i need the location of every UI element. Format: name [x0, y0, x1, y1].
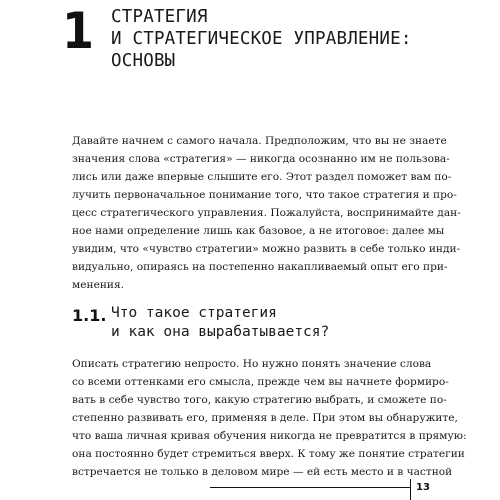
- text-line: значения слова «стратегия» — никогда осознанно им не пользова-: [72, 153, 450, 165]
- text-line: Описать стратегию непросто. Но нужно понять значение слова: [72, 358, 432, 370]
- page-number: 13: [416, 482, 430, 493]
- text-line: вать в себе чувство того, какую стратегию выбрать, и сможете по-: [72, 394, 447, 406]
- text-line: менения.: [72, 279, 125, 291]
- section-title-line: и как она вырабатывается?: [111, 324, 330, 340]
- section-title: [111, 304, 431, 342]
- chapter-number: 1: [62, 2, 95, 60]
- text-line: она постоянно будет стремиться вверх. К тому же понятие стратегии: [72, 448, 465, 460]
- footer-rule: [210, 487, 410, 488]
- text-line: степенно развивать его, применяя в деле. При этом вы обнаружите,: [72, 412, 458, 424]
- chapter-title-line: СТРАТЕГИЯ: [111, 7, 208, 27]
- section-number: 1.1.: [72, 306, 107, 325]
- text-line: что ваша личная кривая обучения никогда не превратится в прямую:: [72, 430, 467, 442]
- text-line: цесс стратегического управления. Пожалуйста, воспринимайте дан-: [72, 207, 461, 219]
- text-line: ное нами определение лишь как базовое, а не итоговое: далее мы: [72, 225, 445, 237]
- chapter-title-line: И СТРАТЕГИЧЕСКОЕ УПРАВЛЕНИЕ:: [111, 29, 412, 49]
- text-line: лись или даже впервые слышите его. Этот раздел поможет вам по-: [72, 171, 452, 183]
- chapter-title-line: ОСНОВЫ: [111, 51, 176, 71]
- section-paragraph: [72, 355, 467, 481]
- text-line: увидим, что «чувство стратегии» можно развить в себе только инди-: [72, 243, 461, 255]
- footer-divider: [410, 479, 411, 500]
- text-line: со всеми оттенками его смысла, прежде чем вы начнете формиро-: [72, 376, 449, 388]
- intro-paragraph: [72, 132, 461, 294]
- text-line: видуально, опираясь на постепенно накапливаемый опыт его при-: [72, 261, 448, 273]
- text-line: встречается не только в деловом мире — ей есть место и в частной: [72, 466, 453, 478]
- text-line: Давайте начнем с самого начала. Предположим, что вы не знаете: [72, 135, 447, 147]
- text-line: лучить первоначальное понимание того, что такое стратегия и про-: [72, 189, 457, 201]
- section-title-line: Что такое стратегия: [111, 305, 277, 321]
- chapter-title: [111, 6, 471, 72]
